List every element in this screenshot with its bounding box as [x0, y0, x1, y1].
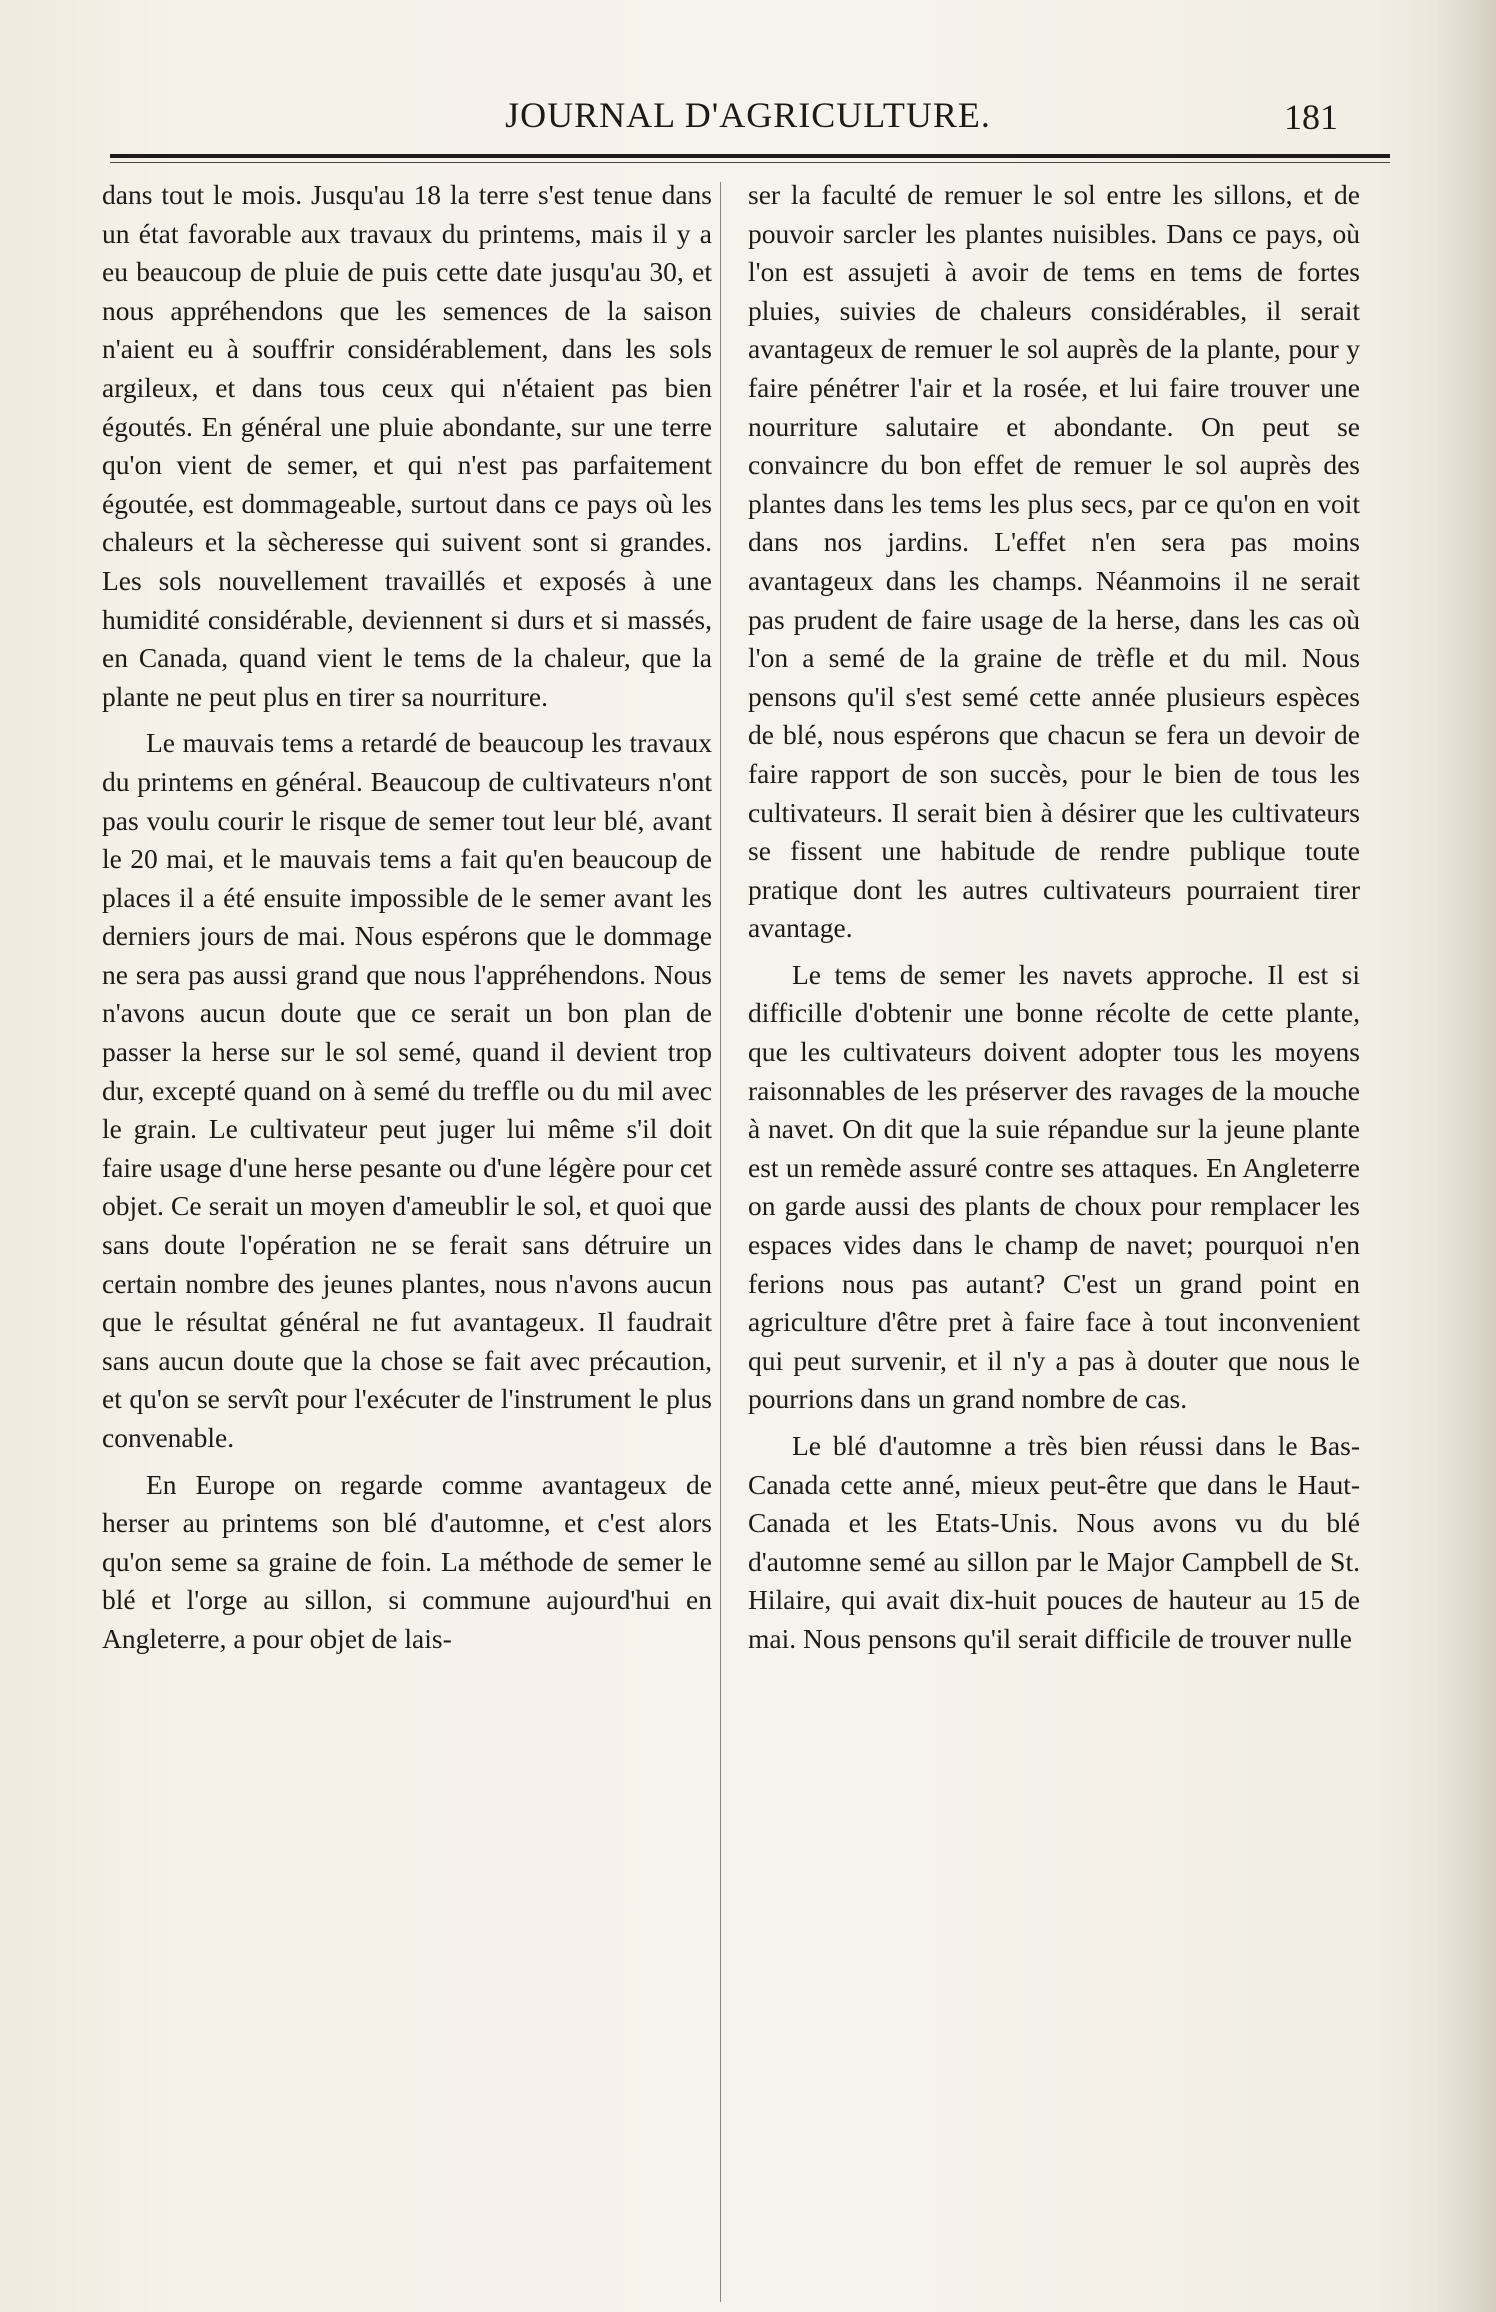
page-number: 181	[1284, 97, 1338, 137]
right-column	[748, 176, 1360, 1659]
header-rule-thin	[110, 162, 1390, 163]
left-paragraph-1: dans tout le mois. Jusqu'au 18 la terre s'est tenue dans un état favorable aux travaux du printems, mais il y a eu beaucoup de pluie de puis cette date jusqu'au 30, et nous appréhendons que les semences de la saison n'aient eu à souffrir considérablement, dans les sols argileux, et dans tous ceux qui n'étaient pas bien égoutés. En général une pluie abondante, sur une terre qu'on vient de semer, et qui n'est pas parfaitement égoutée, est dommageable, surtout dans ce pays où les chaleurs et la sècheresse qui suivent sont si grandes. Les sols nouvellement travaillés et exposés à une humidité considérable, deviennent si durs et si massés, en Canada, quand vient le tems de la chaleur, que la plante ne peut plus en tirer sa nourriture.	[102, 179, 712, 712]
page-edge-shadow	[1436, 0, 1496, 2312]
left-paragraph-3: En Europe on regarde comme avantageux de herser au printems son blé d'automne, et c'est alors qu'on seme sa graine de foin. La méthode de semer le blé et l'orge au sillon, si commune aujourd'hui en Angleterre, a pour objet de lais-	[102, 1468, 712, 1654]
header-rule-thick	[110, 154, 1390, 158]
left-paragraph-2: Le mauvais tems a retardé de beaucoup les travaux du printems en général. Beaucoup de cultivateurs n'ont pas voulu courir le risque de semer tout leur blé, avant le 20 mai, et le mauvais tems a fait qu'en beaucoup de places il a été ensuite impossible de le semer avant les derniers jours de mai. Nous espérons que le dommage ne sera pas aussi grand que nous l'appréhendons. Nous n'avons aucun doute que ce serait un bon plan de passer la herse sur le sol semé, quand il devient trop dur, excepté quand on à semé du treffle ou du mil avec le grain. Le cultivateur peut juger lui même s'il doit faire usage d'une herse pesante ou d'une légère pour cet objet. Ce serait un moyen d'ameublir le sol, et quoi que sans doute l'opération ne se ferait sans détruire un certain nombre des jeunes plantes, nous n'avons aucun que le résultat général ne fut avantageux. Il faudrait sans aucun doute que la chose se fait avec précaution, et qu'on se servît pour l'exécuter de l'instrument le plus convenable.	[102, 727, 712, 1453]
column-divider	[720, 182, 721, 2302]
right-paragraph-1: ser la faculté de remuer le sol entre les sillons, et de pouvoir sarcler les plantes nuisibles. Dans ce pays, où l'on est assujeti à avoir de tems en tems de fortes pluies, suivies de chaleurs considérables, il serait avantageux de remuer le sol auprès de la plante, pour y faire pénétrer l'air et la rosée, et lui faire trouver une nourriture salutaire et abondante. On peut se convaincre du bon effet de remuer le sol auprès des plantes dans les tems les plus secs, par ce qu'on en voit dans nos jardins. L'effet n'en sera pas moins avantageux dans les champs. Néanmoins il ne serait pas prudent de faire usage de la herse, dans les cas où l'on a semé de la graine de trèfle et du mil. Nous pensons qu'il s'est semé cette année plusieurs espèces de blé, nous espérons que chacun se fera un devoir de faire rapport de son succès, pour le bien de tous les cultivateurs. Il serait bien à désirer que les cultivateurs se fissent une habitude de rendre publique toute pratique dont les autres cultivateurs pourraient tirer avantage.	[748, 179, 1360, 944]
left-column	[102, 176, 712, 1659]
page-header	[0, 94, 1496, 144]
right-paragraph-2: Le tems de semer les navets approche. Il est si difficille d'obtenir une bonne récolte de cette plante, que les cultivateurs doivent adopter tous les moyens raisonnables de les préserver des ravages de la mouche à navet. On dit que la suie répandue sur la jeune plante est un remède assuré contre ses attaques. En Angleterre on garde aussi des plants de choux pour remplacer les espaces vides dans le champ de navet; pourquoi n'en ferions nous pas autant? C'est un grand point en agriculture d'être pret à faire face à tout inconvenient qui peut survenir, et il n'y a pas à douter que nous le pourrions dans un grand nombre de cas.	[748, 958, 1360, 1415]
running-title: JOURNAL D'AGRICULTURE.	[505, 95, 991, 135]
right-paragraph-3: Le blé d'automne a très bien réussi dans le Bas-Canada cette anné, mieux peut-être que dans le Haut-Canada et les Etats-Unis. Nous avons vu du blé d'automne semé au sillon par le Major Campbell de St. Hilaire, qui avait dix-huit pouces de hauteur au 15 de mai. Nous pensons qu'il serait difficile de trouver nulle	[748, 1430, 1360, 1654]
